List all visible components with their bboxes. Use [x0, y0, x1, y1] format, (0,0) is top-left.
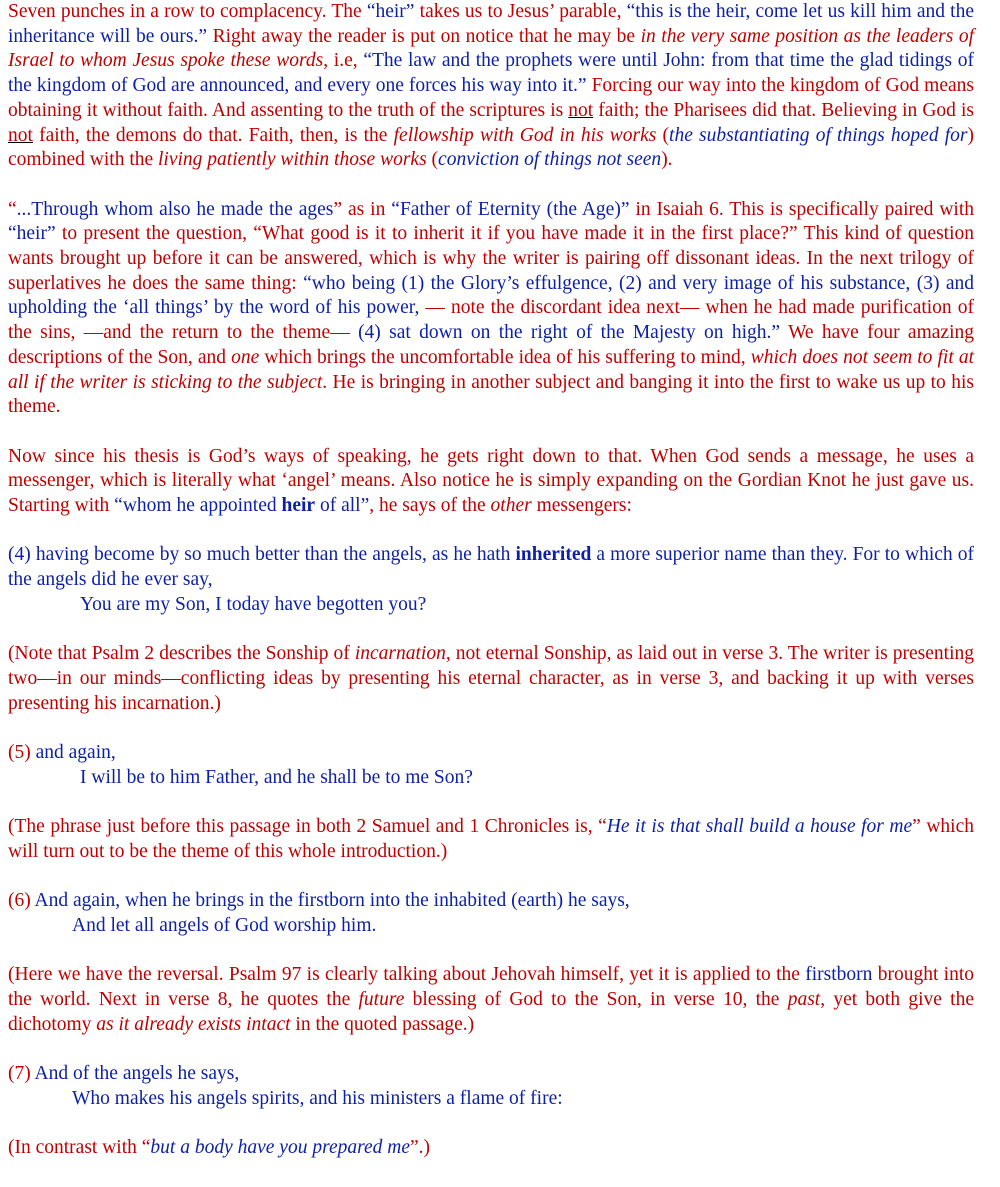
text-run: faith, the demons do that. Faith, then, is the	[32, 124, 394, 146]
text-run: “heir”	[366, 1, 415, 22]
paragraph	[8, 741, 974, 766]
text-run: fellowship with God in his works	[393, 124, 657, 146]
scripture-quote	[8, 766, 974, 791]
text-run: not	[8, 124, 33, 146]
paragraph-gap	[8, 1112, 974, 1137]
paragraph	[8, 1062, 974, 1087]
text-run: Right away the reader is put on notice that he may be	[207, 25, 641, 47]
text-run: as it already exists intact	[96, 1013, 291, 1035]
text-run: (Note that Psalm 2 describes the Sonship of	[8, 643, 355, 665]
text-run: and again,	[35, 742, 116, 764]
text-run: , i.e,	[323, 50, 364, 72]
text-run: brought into the world. Next in verse 8, he quotes the	[8, 964, 975, 1010]
text-run: , he says of the	[369, 495, 491, 517]
paragraph	[8, 445, 974, 519]
text-run: living patiently within those works	[158, 149, 427, 171]
text-run: Who makes his angels spirits, and his ministers a flame of fire:	[72, 1087, 563, 1109]
text-run: faith; the Pharisees did that. Believing in God is	[593, 99, 974, 121]
text-run: And again, when he brings in the firstborn into the inhabited (earth) he says,	[34, 890, 630, 912]
text-run: Now since his thesis is God’s ways of speaking, he gets right down to that. When God sends a message, he uses a messenger, which is literally what ‘angel’ means. Also notice he is simply expanding on the Gordian Knot he just gave us. Starting with	[8, 445, 974, 517]
text-run: takes us to Jesus’ parable,	[414, 1, 627, 22]
paragraph	[8, 889, 974, 914]
text-run: And of the angels he says,	[34, 1063, 240, 1085]
text-run: which brings the uncomfortable idea of his suffering to mind,	[259, 346, 751, 368]
paragraph	[8, 815, 974, 864]
text-run: “Father of Eternity (the Age)”	[391, 198, 630, 220]
text-run: of all”	[315, 495, 370, 517]
text-run: “whom he appointed	[114, 495, 282, 517]
paragraph-gap	[8, 939, 974, 964]
text-run: , yet both give the dichotomy	[8, 989, 975, 1035]
text-run: ).	[661, 149, 673, 171]
text-run: . He is bringing in another subject and banging it into the first to wake us up to his theme.	[8, 371, 974, 418]
paragraph-gap	[8, 618, 974, 643]
text-run: other	[490, 495, 532, 517]
text-run: in the quoted passage.)	[290, 1013, 475, 1035]
text-run: (4) having become by so much better than the angels, as he hath	[8, 544, 516, 566]
paragraph-gap	[8, 1037, 974, 1062]
text-run: in the very same position as the leaders of Israel to whom Jesus spoke these words	[8, 25, 974, 72]
text-run: ” as in	[333, 198, 392, 220]
text-run: , not eternal Sonship, as laid out in verse 3. The writer is presenting two—in our minds—conflicting ideas by presenting his eternal character, as in verse 3, and backing it up with verses presenting his incarnation.)	[8, 643, 974, 714]
text-run: (5)	[8, 742, 36, 764]
paragraph-gap	[8, 716, 974, 741]
paragraph-gap	[8, 420, 974, 445]
text-run: “heir”	[8, 223, 56, 245]
text-run: (7)	[8, 1063, 35, 1085]
paragraph	[8, 0, 974, 173]
text-run: And let all angels of God worship him.	[72, 914, 377, 936]
scripture-quote	[8, 593, 974, 618]
paragraph	[8, 963, 974, 1037]
scripture-quote	[8, 1087, 974, 1112]
text-run: He it is that shall build a house for me	[606, 816, 913, 838]
text-run: ) combined with the	[8, 124, 974, 171]
text-run: heir	[281, 495, 316, 517]
text-run: (Here we have the reversal. Psalm 97 is clearly talking about Jehovah himself, yet it is applied to the	[8, 964, 806, 986]
text-run: which does not seem to fit at all if the writer is sticking to the subject	[8, 346, 974, 393]
text-run: not	[568, 99, 594, 121]
text-run: messengers:	[531, 495, 632, 517]
text-run: incarnation	[354, 643, 446, 665]
document-body	[8, 0, 974, 1161]
text-run: —and the return to the theme—	[75, 322, 359, 344]
text-run: (	[656, 124, 670, 146]
text-run: when he had made purification of the sins,	[8, 297, 974, 344]
text-run: Forcing our way into the kingdom of God means obtaining it without faith. And assenting to the truth of the scriptures is	[8, 75, 975, 121]
paragraph	[8, 543, 974, 592]
text-run: a more superior name than they. For to which of the angels did he ever say,	[8, 544, 974, 591]
text-run: (4) sat down on the right of the Majesty on high.”	[358, 322, 781, 344]
text-run: (6)	[8, 890, 35, 912]
text-run: firstborn	[805, 964, 873, 986]
text-run: “	[8, 198, 17, 220]
text-run: in Isaiah 6. This is specifically paired with	[629, 198, 975, 220]
paragraph-gap	[8, 173, 974, 198]
text-run: — note the discordant idea next—	[419, 297, 706, 319]
text-run: past	[787, 989, 821, 1010]
text-run: to present the question, “What good is it to inherit it if you have made it in the first place?” This kind of question wants brought up before it can be answered, which is why the writer is pairing off dissonant ideas. In the next trilogy of superlatives he does the same thing:	[8, 223, 974, 294]
paragraph	[8, 1136, 974, 1161]
text-run: but a body have you prepared me	[150, 1137, 410, 1159]
paragraph-gap	[8, 519, 974, 544]
text-run: ”.)	[410, 1137, 431, 1159]
text-run: We have four amazing descriptions of the Son, and	[8, 322, 974, 368]
text-run: future	[358, 989, 405, 1010]
paragraph-gap	[8, 865, 974, 890]
text-run: blessing of God to the Son, in verse 10, the	[404, 989, 788, 1010]
text-run: inherited	[515, 544, 592, 566]
text-run: conviction of things not seen	[438, 149, 662, 171]
text-run: “this is the heir, come let us kill him and the inheritance will be ours.”	[8, 1, 974, 47]
text-run: “who being (1) the Glory’s effulgence, (2) and very image of his substance, (3) and upholding the ‘all things’ by the word of his power,	[8, 272, 974, 319]
text-run: one	[231, 346, 260, 368]
text-run: You are my Son, I today have begotten you?	[80, 593, 427, 615]
text-run: ...Through whom also he made the ages	[16, 198, 334, 220]
text-run: I will be to him Father, and he shall be to me Son?	[80, 766, 473, 788]
paragraph	[8, 642, 974, 716]
paragraph-gap	[8, 790, 974, 815]
text-run: (	[426, 149, 439, 171]
scripture-quote	[8, 914, 974, 939]
text-run: Seven punches in a row to complacency. The	[8, 1, 367, 22]
text-run: (The phrase just before this passage in both 2 Samuel and 1 Chronicles is, “	[8, 816, 607, 838]
text-run: “The law and the prophets were until John: from that time the glad tidings of the kingdom of God are announced, and every one forces his way into it.”	[8, 50, 974, 97]
paragraph	[8, 198, 974, 420]
text-run: (In contrast with “	[8, 1137, 151, 1159]
text-run: ” which will turn out to be the theme of this whole introduction.)	[8, 816, 974, 862]
text-run: the substantiating of things hoped for	[669, 124, 968, 146]
